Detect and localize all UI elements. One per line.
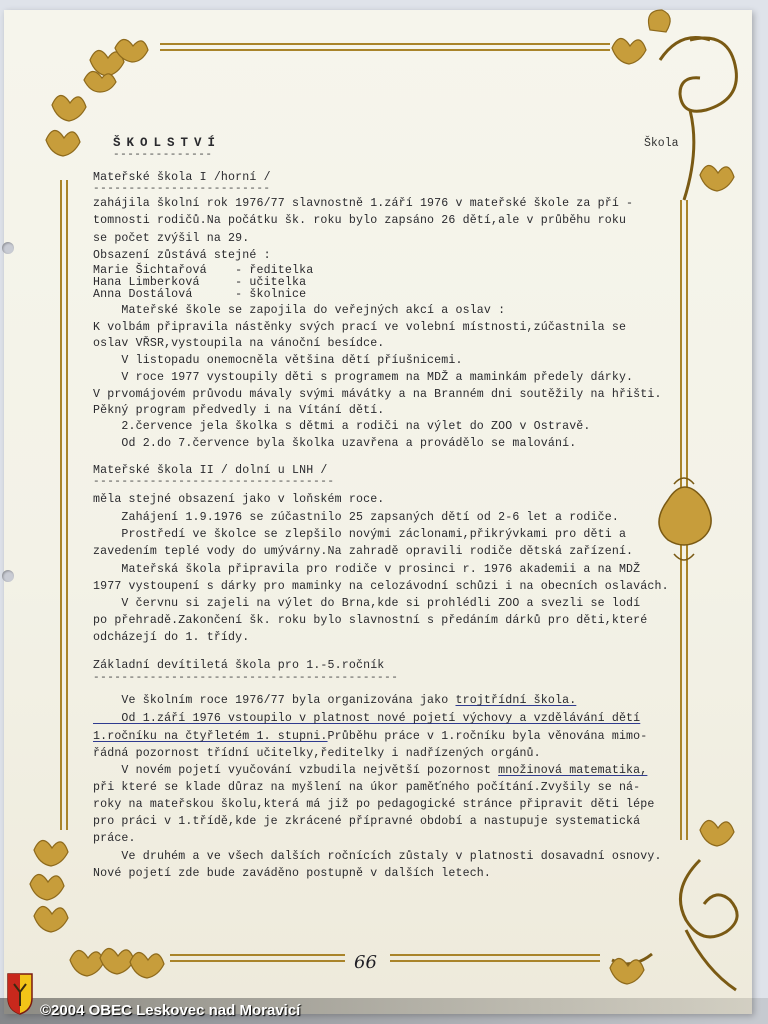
text-line: Prostředí ve školce se zlepšilo novými záclonami,přikrývkami pro děti a [93, 528, 627, 541]
section-title-underline: ------------------------- [93, 183, 271, 195]
text-line: tomnosti rodičů.Na počátku šk. roku bylo zapsáno 26 dětí,ale v průběhu roku [93, 214, 627, 227]
text-line: zahájila školní rok 1976/77 slavnostně 1.září 1976 v mateřské škole za pří - [93, 197, 634, 210]
section-title-underline: ---------------------------------- [93, 476, 335, 488]
text-fragment: Průběhu práce v 1.ročníku byla věnována mimo- [327, 730, 648, 743]
underlined-phrase: trojtřídní škola. [455, 694, 577, 707]
staff-line: Anna Dostálová - školnice [93, 288, 307, 301]
text-line: práce. [93, 832, 136, 845]
municipal-crest-icon [6, 972, 34, 1016]
text-line: K volbám připravila nástěnky svých prací ve volební místnosti,zúčastnila se [93, 321, 627, 334]
text-line: pro práci v 1.třídě,kde je zkrácené přípravné období a nastupuje systematická [93, 815, 641, 828]
text-line: Pěkný program předvedly i na Vítání dětí. [93, 404, 385, 417]
text-line [93, 695, 576, 707]
text-line: oslav VŘSR,vystoupila na vánoční besídce. [93, 337, 385, 350]
text-line: měla stejné obsazení jako v loňském roce. [93, 493, 385, 506]
text-line: při které se klade důraz na myšlení na úkor paměťného počítání.Zvyšily se ná- [93, 781, 641, 794]
text-line: 2.července jela školka s dětmi a rodiči na výlet do ZOO v Ostravě. [93, 420, 591, 433]
copyright-text: ©2004 OBEC Leskovec nad Moravicí [40, 1002, 301, 1019]
copyright-banner [0, 998, 768, 1024]
section-title: Základní devítiletá škola pro 1.-5.ročník [93, 659, 385, 672]
text-line: 1977 vystoupení s dárky pro maminky na celozávodní schůzi i na obecních oslavách. [93, 580, 669, 593]
text-line: V prvomájovém průvodu mávaly svými mávátky a na Branném dni soutěžily na hřišti. [93, 388, 662, 401]
text-line [93, 765, 647, 777]
page-number: 66 [354, 952, 377, 973]
section-title: Mateřské škola II / dolní u LNH / [93, 464, 328, 477]
text-line: roky na mateřskou školu,která má již po pedagogické stránce připravit děti lépe [93, 798, 655, 811]
text-line: řádná pozornost třídní učitelky,ředitelky i nadřízených orgánů. [93, 747, 541, 760]
text-line: Nové pojetí zde bude zaváděno postupně v dalších letech. [93, 867, 492, 880]
text-line: se počet zvýšil na 29. [93, 232, 250, 245]
text-fragment: Ve školním roce 1976/77 byla organizována jako [93, 694, 456, 707]
section-title: Mateřské škola I /horní / [93, 171, 271, 184]
text-line [93, 731, 647, 743]
staff-line: Hana Limberková - učitelka [93, 276, 307, 289]
underlined-phrase: množinová matematika, [498, 764, 648, 777]
text-line: V červnu si zajeli na výlet do Brna,kde si prohlédli ZOO a svezli se lodí [93, 597, 641, 610]
underlined-phrase: 1.ročníku na čtyřletém 1. stupni. [93, 730, 328, 743]
text-line: Obsazení zůstává stejné : [93, 249, 271, 262]
section-title-underline: ------------------------------------------- [93, 672, 399, 684]
heading-underline: -------------- [113, 149, 213, 161]
text-fragment: V novém pojetí vyučování vzbudila největší pozornost [93, 764, 499, 777]
text-line: Mateřská škola připravila pro rodiče v prosinci r. 1976 akademii a na MDŽ [93, 563, 641, 576]
text-line: odcházejí do 1. třídy. [93, 631, 250, 644]
text-line: Mateřské škole se zapojila do veřejných akcí a oslav : [93, 304, 506, 317]
underlined-line: Od 1.září 1976 vstoupilo v platnost nové pojetí výchovy a vzdělávání dětí [93, 712, 641, 725]
text-line: V listopadu onemocněla většina dětí příušnicemi. [93, 354, 463, 367]
margin-note: Škola [644, 137, 679, 150]
staff-line: Marie Šichtařová - ředitelka [93, 264, 314, 277]
page-heading: ŠKOLSTVÍ [113, 136, 222, 150]
text-line: Zahájení 1.9.1976 se zúčastnilo 25 zapsaných dětí od 2-6 let a rodiče. [93, 511, 619, 524]
text-line: po přehradě.Zakončení šk. roku bylo slavnostní s předáním dárků pro děti,které [93, 614, 648, 627]
text-line: Od 2.do 7.července byla školka uzavřena a provádělo se malování. [93, 437, 577, 450]
text-line: zavedením teplé vody do umývárny.Na zahradě opravili rodiče dětská zařízení. [93, 545, 634, 558]
text-line: Ve druhém a ve všech dalších ročnících zůstaly v platnosti dosavadní osnovy. [93, 850, 662, 863]
text-line: V roce 1977 vystoupily děti s programem na MDŽ a maminkám předely dárky. [93, 371, 634, 384]
